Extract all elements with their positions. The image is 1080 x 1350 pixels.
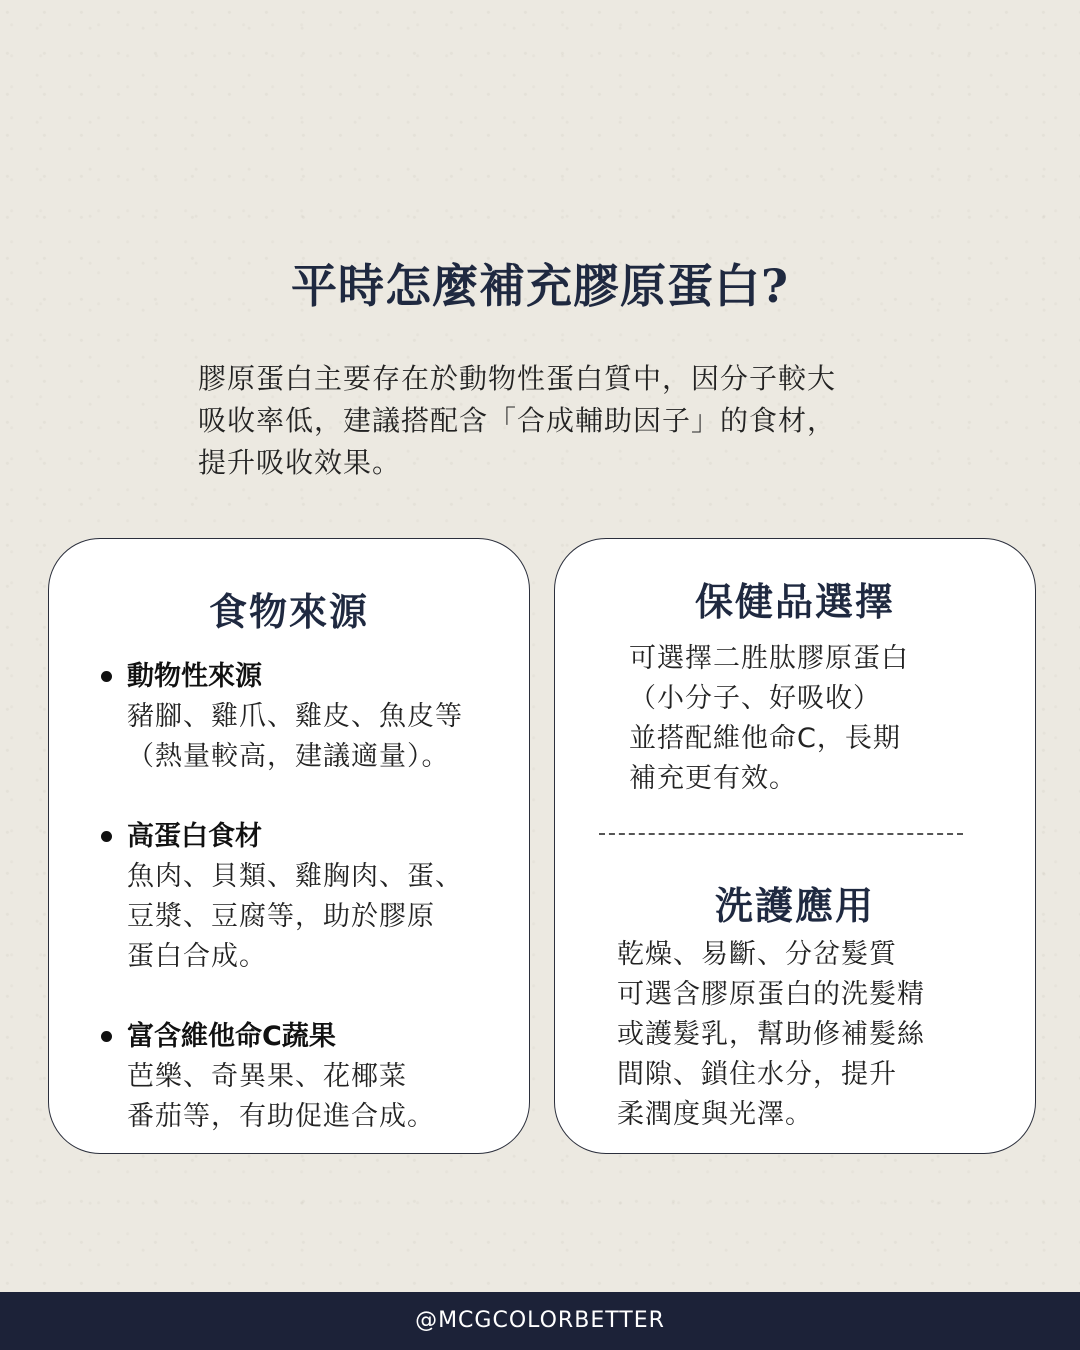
food-group-protein (127, 817, 517, 977)
food-group-vitamin-c (127, 1017, 517, 1137)
group-line: 蛋白合成。 (127, 941, 267, 972)
group-line: 豆漿、豆腐等，助於膠原 (127, 901, 435, 932)
supplement-line: 補充更有效。 (629, 763, 797, 794)
dashed-divider (599, 833, 963, 835)
group-line: 芭樂、奇異果、花椰菜 (127, 1061, 407, 1092)
food-card-title: 食物來源 (208, 589, 369, 634)
group-body (127, 1057, 517, 1137)
bullet-icon (101, 1031, 112, 1042)
footer-bar (0, 1292, 1080, 1350)
care-line: 柔潤度與光澤。 (617, 1099, 813, 1130)
care-line: 可選含膠原蛋白的洗髮精 (617, 979, 925, 1010)
intro-line: 提升吸收效果。 (198, 446, 402, 479)
footer-handle[interactable]: @MCGCOLORBETTER (415, 1308, 665, 1333)
bullet-icon (101, 671, 112, 682)
supplement-card (554, 538, 1036, 1154)
care-line: 或護髮乳，幫助修補髮絲 (617, 1019, 925, 1050)
care-text (617, 935, 1017, 1135)
group-body (127, 857, 517, 977)
care-line: 乾燥、易斷、分岔髮質 (617, 939, 897, 970)
supplement-line: 並搭配維他命C，長期 (629, 723, 901, 754)
intro-line: 吸收率低，建議搭配含「合成輔助因子」的食材， (198, 404, 837, 437)
group-body (127, 697, 517, 777)
care-card-title: 洗護應用 (714, 883, 875, 928)
bullet-icon (101, 831, 112, 842)
group-line: 番茄等，有助促進合成。 (127, 1101, 435, 1132)
group-heading: 高蛋白食材 (127, 821, 262, 852)
supplement-card-title: 保健品選擇 (694, 579, 895, 624)
page-title: 平時怎麼補充膠原蛋白? (291, 259, 789, 313)
food-source-card (48, 538, 530, 1154)
group-line: （熱量較高，建議適量）。 (127, 741, 450, 772)
supplement-line: （小分子、好吸收） (629, 683, 881, 714)
group-line: 豬腳、雞爪、雞皮、魚皮等 (127, 701, 463, 732)
group-heading: 富含維他命C蔬果 (127, 1021, 336, 1052)
supplement-text (629, 639, 1009, 799)
group-line: 魚肉、貝類、雞胸肉、蛋、 (127, 861, 463, 892)
food-group-animal (127, 657, 517, 777)
intro-line: 膠原蛋白主要存在於動物性蛋白質中，因分子較大 (198, 362, 837, 395)
intro-text (198, 358, 898, 484)
care-line: 間隙、鎖住水分，提升 (617, 1059, 897, 1090)
supplement-line: 可選擇二胜肽膠原蛋白 (629, 643, 909, 674)
group-heading: 動物性來源 (127, 661, 262, 692)
